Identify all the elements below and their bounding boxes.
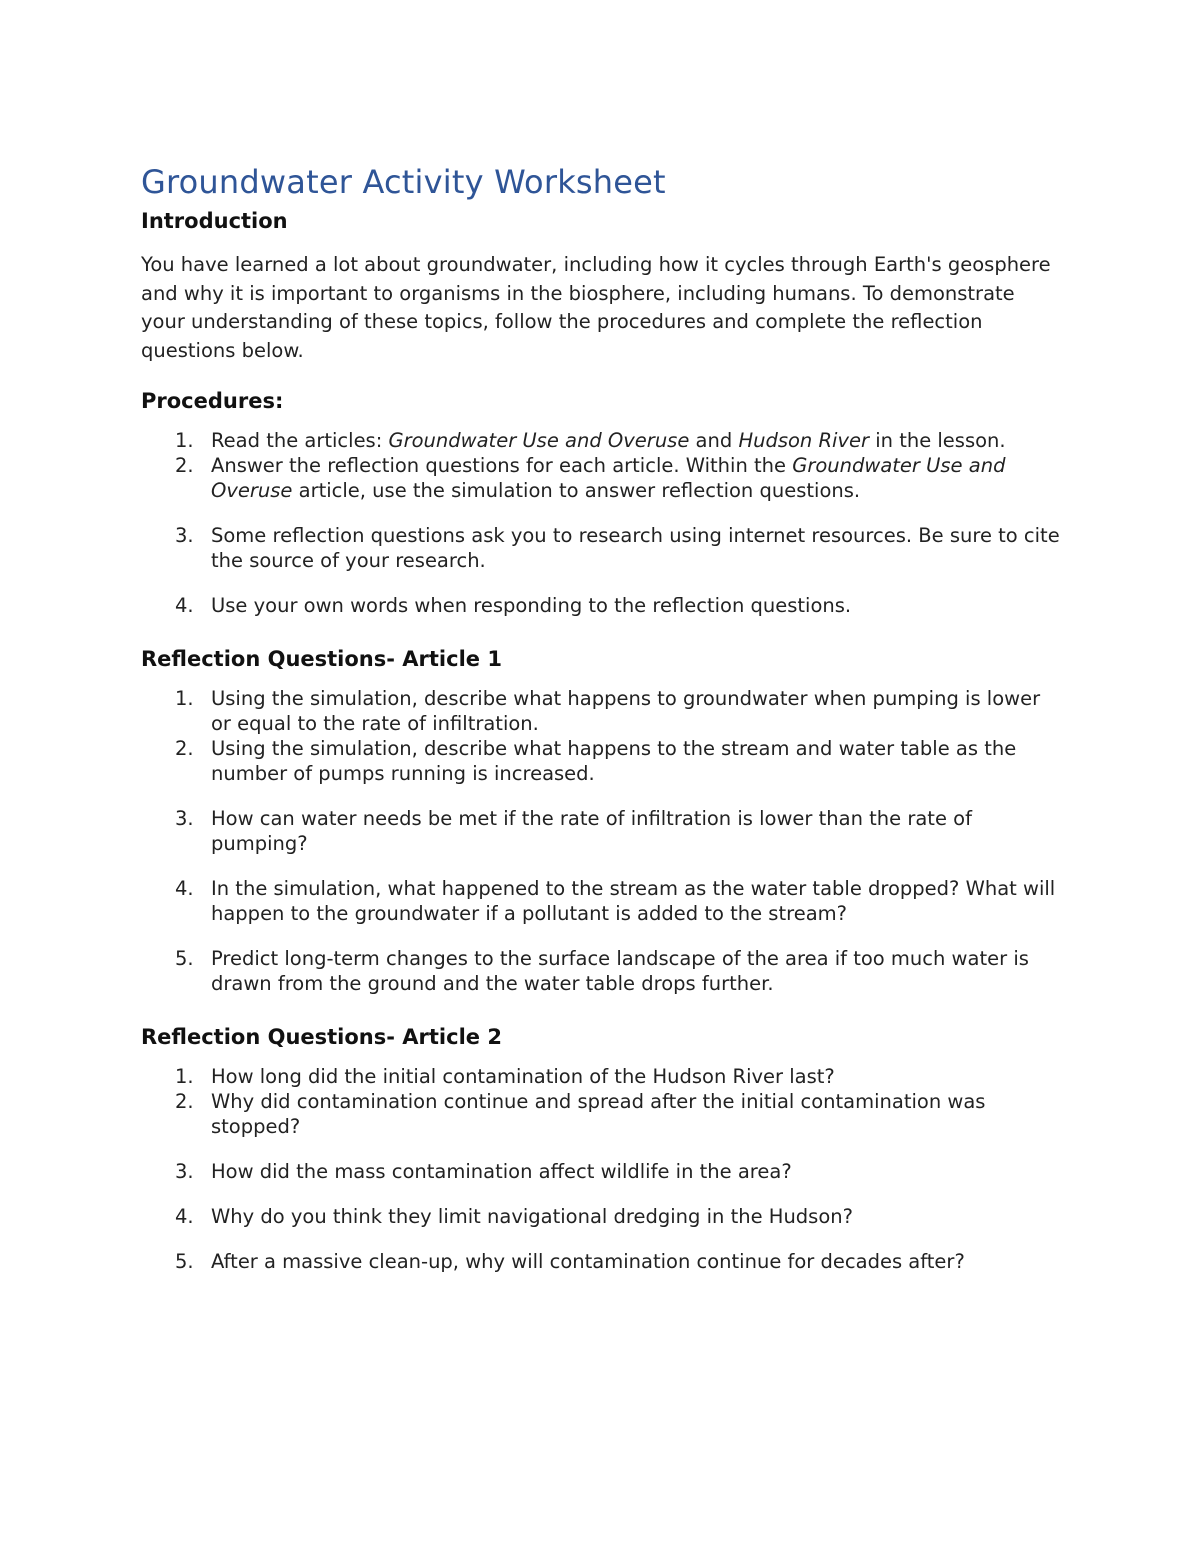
list-text: in the lesson. <box>869 428 1006 452</box>
procedures-heading: Procedures: <box>141 388 284 413</box>
list-number: 2. <box>175 1089 194 1113</box>
article-title-hudson: Hudson River <box>738 428 870 452</box>
article2-question-3 <box>141 1159 1061 1184</box>
list-text: Using the simulation, describe what happens to groundwater when pumping is lower or equal to the rate of infiltration. <box>211 686 1041 735</box>
procedure-item-2 <box>141 453 1061 503</box>
article1-question-5 <box>141 946 1061 996</box>
list-text: Using the simulation, describe what happens to the stream and water table as the number of pumps running is increased. <box>211 736 1017 785</box>
list-text: Why do you think they limit navigational dredging in the Hudson? <box>211 1204 853 1228</box>
article2-question-4 <box>141 1204 1061 1229</box>
list-number: 3. <box>175 806 194 830</box>
list-number: 5. <box>175 1249 194 1273</box>
list-number: 2. <box>175 736 194 760</box>
list-number: 3. <box>175 1159 194 1183</box>
list-text: After a massive clean-up, why will contamination continue for decades after? <box>211 1249 965 1273</box>
article1-question-2 <box>141 736 1061 786</box>
procedure-item-1 <box>141 428 1061 453</box>
article1-question-3 <box>141 806 1061 856</box>
article2-question-5 <box>141 1249 1061 1274</box>
article-title-groundwater: Groundwater Use and Overuse <box>388 428 690 452</box>
list-text: How did the mass contamination affect wildlife in the area? <box>211 1159 792 1183</box>
list-text: Predict long-term changes to the surface landscape of the area if too much water is drawn from the ground and the water table drops further. <box>211 946 1029 995</box>
article1-question-4 <box>141 876 1061 926</box>
list-text: Use your own words when responding to the reflection questions. <box>211 593 852 617</box>
procedures-list <box>141 428 1061 618</box>
list-text: In the simulation, what happened to the stream as the water table dropped? What will happen to the groundwater if a pollutant is added to the stream? <box>211 876 1056 925</box>
article1-question-1 <box>141 686 1061 736</box>
list-text: Why did contamination continue and spread after the initial contamination was stopped? <box>211 1089 986 1138</box>
list-text: How can water needs be met if the rate of infiltration is lower than the rate of pumping? <box>211 806 972 855</box>
article1-questions <box>141 686 1061 996</box>
list-text: Answer the reflection questions for each article. Within the <box>211 453 793 477</box>
list-number: 1. <box>175 428 194 452</box>
introduction-heading: Introduction <box>141 209 288 233</box>
procedure-item-4 <box>141 593 1061 618</box>
article2-question-1 <box>141 1064 1061 1089</box>
list-text: Some reflection questions ask you to research using internet resources. Be sure to cite the source of your research. <box>211 523 1060 572</box>
article2-heading: Reflection Questions- Article 2 <box>141 1024 502 1049</box>
list-text: How long did the initial contamination of the Hudson River last? <box>211 1064 835 1088</box>
list-number: 4. <box>175 593 194 617</box>
list-number: 5. <box>175 946 194 970</box>
list-number: 2. <box>175 453 194 477</box>
document-page <box>141 160 1061 1274</box>
page-title: Groundwater Activity Worksheet <box>141 163 666 201</box>
list-number: 4. <box>175 1204 194 1228</box>
list-text: article, use the simulation to answer reflection questions. <box>292 478 861 502</box>
list-number: 1. <box>175 686 194 710</box>
article-title-groundwater: Groundwater Use and Overuse <box>211 453 1006 502</box>
list-text: Read the articles: <box>211 428 389 452</box>
article2-question-2 <box>141 1089 1061 1139</box>
article1-heading: Reflection Questions- Article 1 <box>141 646 502 671</box>
list-text: and <box>689 428 739 452</box>
list-number: 4. <box>175 876 194 900</box>
article2-questions <box>141 1064 1061 1274</box>
introduction-text: You have learned a lot about groundwater, including how it cycles through Earth's geosphere and why it is important to organisms in the biosphere, including humans. To demonstrate your understanding of these topics, follow the procedures and complete the reflection questions below. <box>141 253 1051 363</box>
procedure-item-3 <box>141 523 1061 573</box>
list-number: 3. <box>175 523 194 547</box>
list-number: 1. <box>175 1064 194 1088</box>
